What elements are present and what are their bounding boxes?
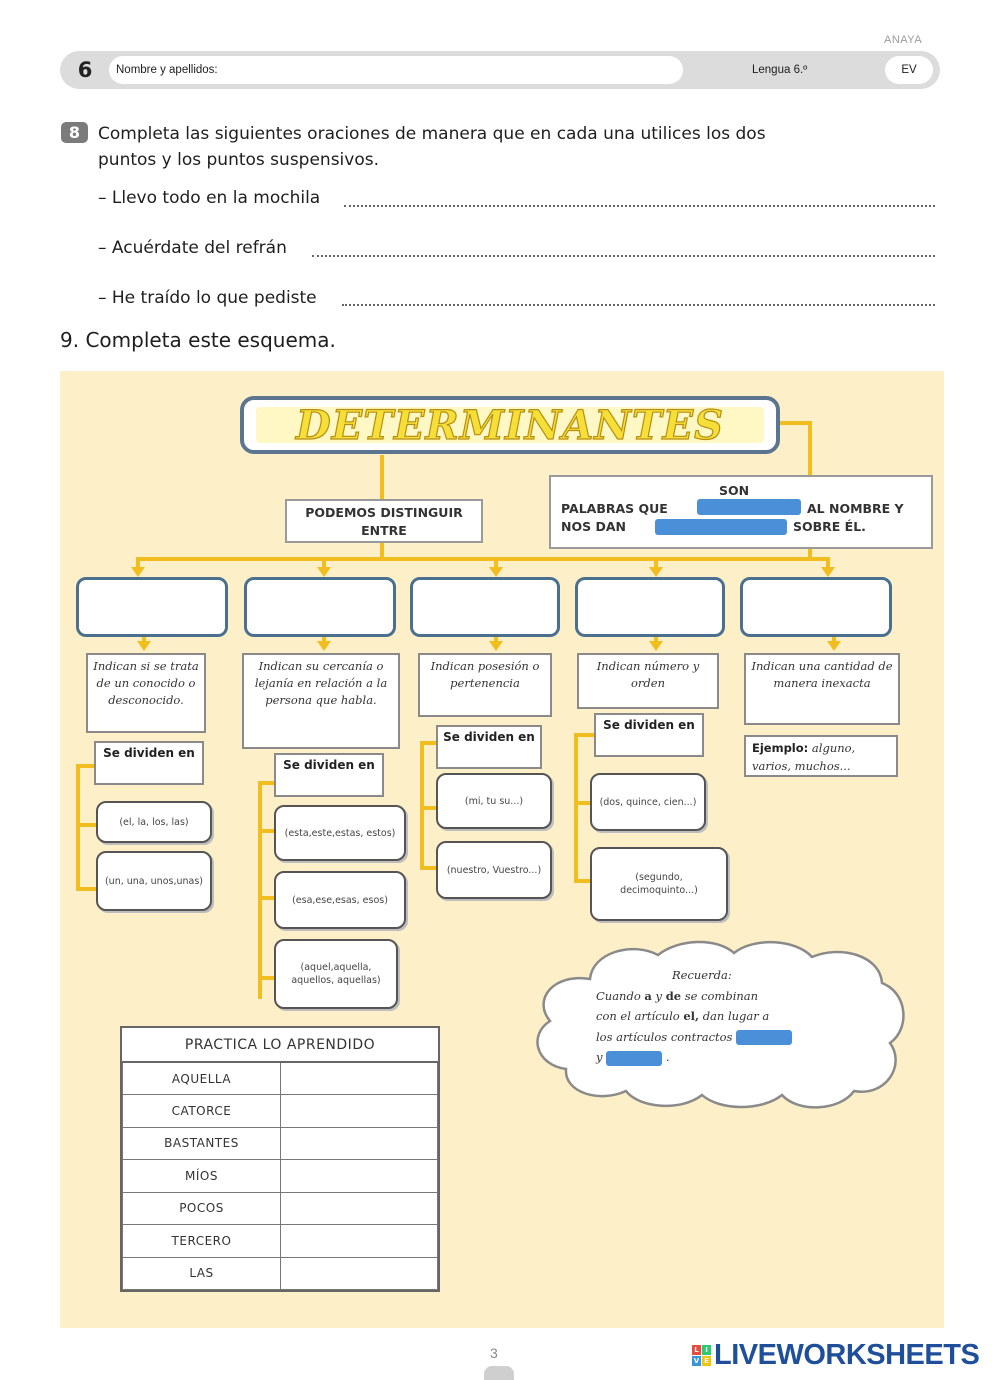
sentence-3: – He traído lo que pediste — [98, 288, 317, 308]
cloud-word-a: a — [644, 988, 652, 1003]
bracket — [76, 764, 96, 768]
connector — [494, 557, 498, 567]
arrow-down-icon — [137, 641, 151, 651]
category-box-5[interactable] — [740, 577, 892, 637]
blank-field-contracto-1[interactable] — [736, 1030, 792, 1045]
subject-label: Lengua 6.º — [752, 64, 808, 76]
cloud-word: Cuando — [596, 988, 641, 1003]
description-demonstratives: Indican su cercanía o lejanía en relación a la persona que habla. — [242, 653, 400, 749]
recuerda-line-3 — [596, 1027, 846, 1048]
practice-word: CATORCE — [123, 1095, 281, 1128]
example-articles-definite: (el, la, los, las) — [96, 801, 212, 843]
table-row — [123, 1225, 438, 1258]
connector — [136, 557, 140, 567]
arrow-down-icon — [827, 641, 841, 651]
category-box-4[interactable] — [575, 577, 725, 637]
arrow-down-icon — [489, 641, 503, 651]
bracket — [420, 806, 436, 810]
arrow-down-icon — [317, 567, 331, 577]
example-numeral-2: (segundo, decimoquinto...) — [590, 847, 728, 921]
exercise-8-instruction: Completa las siguientes oraciones de manera que en cada una utilices los dos puntos y los puntos suspensivos. — [98, 124, 766, 170]
recuerda-line-1 — [596, 986, 846, 1007]
name-field[interactable] — [109, 56, 683, 84]
example-numeral-1: (dos, quince, cien...) — [590, 773, 706, 831]
recuerda-line-4 — [596, 1047, 846, 1068]
example-articles-indefinite: (un, una, unos,unas) — [96, 851, 212, 911]
level-badge: EV — [885, 56, 933, 84]
cloud-word: . — [665, 1050, 670, 1064]
connector — [654, 557, 658, 567]
definition-text-1b: AL NOMBRE Y — [807, 501, 904, 516]
practice-answer-cell[interactable] — [281, 1257, 438, 1290]
definition-box — [549, 475, 933, 549]
category-box-1[interactable] — [76, 577, 228, 637]
recuerda-title: Recuerda: — [672, 968, 732, 982]
example-possessive-2: (nuestro, Vuestro...) — [436, 841, 552, 899]
table-row — [123, 1062, 438, 1095]
practice-table — [120, 1026, 440, 1292]
practice-answer-cell[interactable] — [281, 1225, 438, 1258]
bracket — [76, 887, 96, 891]
cloud-word: dan lugar a — [702, 1009, 770, 1023]
connector — [380, 455, 384, 501]
practice-answer-cell[interactable] — [281, 1192, 438, 1225]
connector — [826, 557, 830, 567]
name-label: Nombre y apellidos: — [116, 64, 218, 76]
description-possessives: Indican posesión o pertenencia — [418, 653, 552, 717]
description-indefinites: Indican una cantidad de manera inexacta — [744, 653, 900, 725]
logo-letter: V — [693, 1356, 700, 1365]
logo-text: LIVEWORKSHEETS — [714, 1338, 980, 1371]
definition-text-1a: PALABRAS QUE — [561, 501, 668, 516]
cloud-word-y: y — [596, 1050, 603, 1064]
answer-line-2[interactable] — [312, 255, 935, 257]
recuerda-line-2 — [596, 1006, 846, 1027]
divide-label-possessives: Se dividen en — [436, 725, 542, 769]
description-numerals: Indican número y orden — [577, 653, 719, 709]
cloud-word: se combinan — [684, 988, 759, 1003]
practice-word: TERCERO — [123, 1225, 281, 1258]
bracket — [420, 741, 424, 869]
bracket — [420, 741, 436, 745]
logo-letter: L — [692, 1345, 701, 1355]
practice-answer-cell[interactable] — [281, 1127, 438, 1160]
logo-letter: I — [702, 1345, 711, 1355]
practice-table-title: PRACTICA LO APRENDIDO — [123, 1028, 438, 1062]
divide-label-articles: Se dividen en — [94, 741, 204, 785]
bracket — [76, 823, 96, 827]
publisher-logo: ANAYA — [884, 34, 923, 46]
arrow-down-icon — [131, 567, 145, 577]
cloud-word-y: y — [655, 988, 663, 1003]
scheme-title: DETERMINANTES — [296, 402, 724, 449]
example-indefinites-box — [744, 735, 898, 777]
recuerda-text — [596, 965, 846, 1068]
blank-field-2[interactable] — [655, 519, 787, 535]
arrow-down-icon — [821, 567, 835, 577]
bracket — [258, 781, 262, 999]
practice-word: AQUELLA — [123, 1062, 281, 1095]
answer-line-3[interactable] — [342, 304, 935, 306]
practice-word: POCOS — [123, 1192, 281, 1225]
practice-answer-cell[interactable] — [281, 1062, 438, 1095]
example-possessive-1: (mi, tu su...) — [436, 773, 552, 829]
example-label: Ejemplo: — [752, 741, 809, 755]
definition-text-2a: NOS DAN — [561, 519, 626, 534]
podemos-box: PODEMOS DISTINGUIR ENTRE — [285, 499, 483, 543]
answer-line-1[interactable] — [344, 205, 935, 207]
practice-answer-cell[interactable] — [281, 1095, 438, 1128]
page-tab — [484, 1366, 514, 1380]
practice-answer-cell[interactable] — [281, 1160, 438, 1193]
bracket — [76, 764, 80, 890]
concept-map — [60, 371, 944, 1328]
practice-word: BASTANTES — [123, 1127, 281, 1160]
bracket — [420, 866, 436, 870]
table-row — [123, 1257, 438, 1290]
arrow-down-icon — [649, 567, 663, 577]
cloud-word: los artículos contractos — [596, 1029, 733, 1044]
category-box-3[interactable] — [410, 577, 560, 637]
connector-horizontal — [136, 557, 830, 561]
blank-field-1[interactable] — [697, 499, 801, 515]
connector — [322, 557, 326, 567]
cloud-word-el: el, — [683, 1009, 700, 1023]
practice-word: LAS — [123, 1257, 281, 1290]
exercise-9-title: 9. Completa este esquema. — [60, 328, 336, 352]
table-row — [123, 1127, 438, 1160]
arrow-down-icon — [317, 641, 331, 651]
liveworksheets-logo[interactable] — [692, 1338, 979, 1372]
unit-number: 6 — [77, 58, 93, 82]
arrow-down-icon — [649, 641, 663, 651]
bracket — [574, 733, 578, 883]
divide-label-numerals: Se dividen en — [594, 713, 704, 757]
example-demonstrative-2: (esa,ese,esas, esos) — [274, 871, 406, 929]
description-articles: Indican si se trata de un conocido o desconocido. — [86, 653, 206, 733]
connector — [808, 421, 812, 475]
example-indefinites-text: alguno, varios, muchos... — [752, 741, 856, 773]
cloud-word: con el artículo — [596, 1009, 680, 1023]
example-demonstrative-1: (esta,este,estas, estos) — [274, 805, 406, 861]
son-word: SON — [719, 483, 750, 498]
practice-word: MÍOS — [123, 1160, 281, 1193]
exercise-8-number: 8 — [61, 122, 88, 143]
example-demonstrative-3: (aquel,aquella, aquellos, aquellas) — [274, 939, 398, 1009]
logo-grid-icon — [692, 1345, 711, 1366]
table-row — [123, 1192, 438, 1225]
divide-label-demonstratives: Se dividen en — [274, 753, 384, 797]
table-row — [123, 1160, 438, 1193]
cloud-word-de: de — [665, 988, 682, 1003]
page-number: 3 — [490, 1345, 498, 1361]
category-box-2[interactable] — [244, 577, 396, 637]
sentence-2: – Acuérdate del refrán — [98, 238, 287, 258]
logo-letter: E — [702, 1356, 711, 1366]
scheme-title-box — [240, 396, 780, 454]
blank-field-contracto-2[interactable] — [606, 1051, 662, 1066]
bracket — [574, 733, 596, 737]
definition-text-2b: SOBRE ÉL. — [793, 519, 866, 534]
sentence-1: – Llevo todo en la mochila — [98, 188, 321, 208]
table-row — [123, 1095, 438, 1128]
arrow-down-icon — [489, 567, 503, 577]
